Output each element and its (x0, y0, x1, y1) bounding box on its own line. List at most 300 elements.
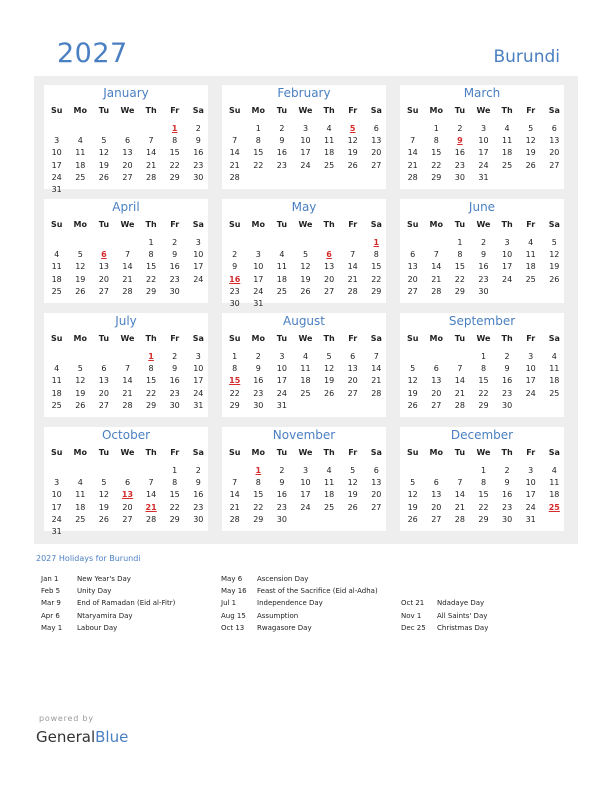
calendar-day: 24 (525, 388, 536, 398)
month-7 (222, 313, 386, 417)
calendar-day: 23 (169, 274, 180, 284)
calendar-day: 12 (347, 136, 358, 146)
calendar-day: 21 (454, 388, 465, 398)
month-10 (222, 427, 386, 531)
weekday-header: Sa (548, 220, 560, 229)
calendar-day: 17 (501, 262, 513, 272)
calendar-day: 25 (51, 286, 62, 296)
calendar-day: 13 (122, 148, 133, 158)
calendar-day: 19 (98, 160, 109, 170)
calendar-day: 23 (253, 388, 264, 398)
calendar-day: 19 (347, 490, 358, 500)
weekday-header: Tu (454, 334, 466, 343)
weekday-header: Tu (276, 334, 288, 343)
holiday-date: Feb 5 (41, 587, 61, 596)
holiday-date: Aug 15 (221, 611, 246, 620)
calendar-day: 26 (347, 502, 358, 512)
calendar-day: 2 (195, 124, 201, 133)
calendar-day: 28 (145, 514, 157, 524)
brand-blue: Blue (95, 728, 129, 746)
calendar-day: 3 (255, 250, 261, 260)
calendar-day: 24 (501, 274, 513, 284)
calendar-day: 11 (276, 262, 287, 272)
calendar-day: 10 (51, 148, 62, 158)
weekday-header: We (298, 448, 313, 457)
calendar-day: 4 (551, 466, 557, 475)
calendar-day: 2 (232, 250, 238, 260)
weekday-header: Su (406, 106, 419, 115)
calendar-day: 31 (51, 185, 62, 194)
calendar-day: 30 (229, 299, 240, 308)
weekday-header: Tu (98, 448, 110, 457)
weekday-header: Tu (276, 448, 288, 457)
weekday-header: Mo (251, 106, 266, 115)
weekday-header: Th (501, 448, 513, 457)
calendar-day: 29 (145, 400, 157, 410)
calendar-day: 7 (373, 352, 379, 361)
calendar-day: 8 (457, 250, 463, 260)
calendar-day: 7 (350, 250, 356, 260)
calendar-day: 9 (195, 136, 201, 146)
calendar-day: 21 (229, 502, 240, 512)
weekday-header: Tu (454, 106, 466, 115)
calendar-day: 14 (122, 262, 133, 272)
calendar-day: 21 (122, 274, 133, 284)
calendar-day: 7 (457, 364, 463, 374)
holiday-name: Ndadaye Day (437, 599, 485, 608)
calendar-day: 8 (480, 478, 487, 488)
month-name: July (115, 314, 137, 328)
calendar-day: 17 (300, 148, 311, 158)
weekday-header: Su (406, 220, 419, 229)
calendar-day: 24 (193, 274, 204, 284)
calendar-day: 18 (549, 376, 560, 386)
calendar-day: 7 (148, 478, 154, 488)
calendar-day: 18 (300, 376, 311, 386)
holiday-day: 21 (145, 502, 157, 512)
holiday-day: 1 (255, 466, 262, 475)
calendar-day: 30 (169, 286, 180, 296)
weekday-header: Su (228, 448, 241, 457)
calendar-day: 8 (232, 364, 238, 374)
weekday-header: Su (228, 220, 241, 229)
weekday-header: Th (501, 106, 513, 115)
weekday-header: Mo (429, 334, 444, 343)
calendar-day: 23 (229, 286, 240, 296)
calendar-day: 9 (172, 364, 178, 374)
calendar-day: 26 (407, 514, 418, 524)
calendar-day: 2 (172, 352, 178, 361)
holiday-day: 6 (326, 250, 332, 260)
calendar-day: 14 (371, 364, 382, 374)
calendar-day: 29 (145, 286, 157, 296)
weekday-header: Mo (429, 106, 444, 115)
calendar-day: 12 (407, 376, 418, 386)
country-title: Burundi (493, 47, 560, 67)
weekday-header: Th (145, 106, 157, 115)
calendar-day: 14 (454, 376, 465, 386)
weekday-header: We (120, 106, 135, 115)
calendar-day: 15 (145, 262, 157, 272)
calendar-day: 7 (124, 364, 131, 374)
calendar-day: 4 (326, 466, 332, 475)
weekday-header: We (120, 334, 135, 343)
calendar-day: 12 (75, 376, 86, 386)
weekday-header: Mo (73, 334, 88, 343)
holiday-name: End of Ramadan (Eid al-Fitr) (77, 599, 176, 608)
calendar-day: 12 (75, 262, 86, 272)
calendar-day: 29 (169, 514, 180, 524)
calendar-day: 11 (51, 262, 62, 272)
calendar-day: 11 (501, 136, 513, 146)
calendar-day: 18 (549, 490, 560, 500)
calendar-day: 3 (302, 466, 309, 475)
brand-logo[interactable] (36, 728, 128, 746)
holiday-date: Dec 25 (401, 623, 426, 632)
calendar-day: 7 (148, 136, 154, 146)
powered-by-text: powered by (39, 714, 94, 723)
weekday-header: Su (228, 106, 241, 115)
calendar-day: 16 (193, 490, 204, 500)
calendar-day: 26 (347, 160, 358, 170)
calendar-day: 20 (549, 148, 560, 158)
calendar-day: 9 (480, 250, 487, 260)
calendar-day: 25 (75, 514, 86, 524)
calendar-day: 24 (525, 502, 536, 512)
calendar-day: 10 (501, 250, 513, 260)
calendar-day: 20 (347, 376, 358, 386)
calendar-day: 11 (51, 376, 62, 386)
calendar-day: 23 (478, 274, 489, 284)
calendar-day: 20 (98, 274, 109, 284)
calendar-day: 5 (77, 364, 83, 374)
calendar-day: 21 (407, 160, 418, 170)
calendar-day: 6 (101, 364, 107, 374)
month-9 (44, 427, 208, 536)
holiday-day: 25 (548, 502, 560, 512)
calendar-day: 1 (433, 124, 439, 133)
weekday-header: Th (323, 448, 335, 457)
holiday-name: All Saints' Day (437, 611, 488, 620)
calendar-day: 27 (347, 388, 358, 398)
calendar-day: 11 (75, 490, 86, 500)
holiday-day: 5 (349, 124, 356, 133)
calendar-day: 3 (54, 478, 60, 488)
calendar-day: 2 (457, 124, 463, 133)
weekday-header: Tu (454, 448, 466, 457)
calendar-day: 1 (480, 352, 487, 361)
calendar-day: 27 (549, 160, 560, 170)
weekday-header: Mo (429, 220, 444, 229)
month-name: August (283, 314, 325, 328)
weekday-header: Mo (73, 220, 88, 229)
calendar-day: 25 (323, 502, 335, 512)
weekday-header: Su (50, 106, 63, 115)
weekday-header: Th (323, 220, 335, 229)
calendar-day: 20 (122, 160, 133, 170)
holiday-date: Jan 1 (41, 575, 59, 583)
calendar-day: 18 (323, 490, 335, 500)
calendar-day: 27 (323, 286, 335, 296)
calendar-day: 28 (145, 172, 157, 182)
weekday-header: We (476, 448, 491, 457)
calendar-day: 16 (276, 148, 287, 158)
calendar-day: 17 (276, 376, 287, 386)
calendar-day: 31 (193, 400, 204, 410)
calendar-day: 3 (195, 352, 201, 361)
weekday-header: Sa (548, 448, 560, 457)
calendar-day: 1 (232, 352, 238, 361)
month-name: November (272, 428, 336, 442)
calendar-day: 9 (504, 364, 510, 374)
weekday-header: Mo (251, 334, 266, 343)
calendar-day: 15 (169, 148, 180, 158)
weekday-header: Su (406, 448, 419, 457)
calendar-day: 25 (323, 160, 335, 170)
calendar-day: 23 (501, 388, 513, 398)
calendar-day: 17 (51, 160, 62, 170)
weekday-header: Th (145, 448, 157, 457)
calendar-day: 12 (347, 478, 358, 488)
calendar-day: 12 (98, 148, 109, 158)
calendar-day: 7 (124, 250, 131, 260)
calendar-day: 7 (232, 478, 238, 488)
calendar-day: 24 (300, 160, 311, 170)
calendar-day: 5 (528, 124, 534, 133)
calendar-day: 24 (51, 514, 62, 524)
calendar-day: 9 (504, 478, 510, 488)
calendar-day: 21 (371, 376, 382, 386)
calendar-day: 16 (454, 148, 465, 158)
calendar-day: 22 (478, 502, 489, 512)
holidays-title: 2027 Holidays for Burundi (36, 554, 141, 563)
holiday-name: Rwagasore Day (257, 623, 312, 632)
calendar-day: 27 (122, 514, 133, 524)
weekday-header: Sa (370, 220, 382, 229)
calendar-day: 18 (51, 388, 62, 398)
holiday-day: 9 (457, 136, 463, 146)
month-name: December (450, 428, 514, 442)
calendar-day: 31 (276, 400, 287, 410)
calendar-day: 25 (549, 388, 560, 398)
calendar-day: 16 (193, 148, 204, 158)
weekday-header: Fr (526, 448, 536, 457)
calendar-day: 2 (255, 352, 261, 361)
month-4 (222, 199, 386, 308)
calendar-day: 26 (407, 400, 418, 410)
weekday-header: We (298, 220, 313, 229)
calendar-day: 6 (373, 124, 379, 133)
calendar-day: 17 (300, 490, 311, 500)
calendar-day: 18 (75, 160, 86, 170)
holiday-day: 6 (101, 250, 107, 260)
calendar-day: 13 (323, 262, 335, 272)
calendar-day: 4 (528, 238, 534, 247)
calendar-day: 15 (478, 490, 489, 500)
calendar-day: 30 (276, 514, 287, 524)
calendar-day: 5 (77, 250, 83, 260)
holiday-day: 13 (121, 490, 134, 500)
calendar-grid (34, 76, 578, 544)
calendar-day: 13 (371, 478, 382, 488)
month-name: January (103, 86, 149, 100)
calendar-day: 23 (193, 160, 204, 170)
calendar-day: 22 (145, 388, 157, 398)
calendar-day: 31 (51, 527, 62, 536)
calendar-day: 28 (122, 286, 133, 296)
calendar-day: 22 (229, 388, 240, 398)
month-0 (44, 85, 208, 194)
calendar-day: 16 (169, 376, 180, 386)
month-11 (400, 427, 564, 531)
holiday-date: Mar 9 (41, 599, 61, 608)
calendar-day: 11 (549, 364, 560, 374)
calendar-day: 6 (410, 250, 416, 260)
calendar-day: 7 (433, 250, 439, 260)
calendar-day: 31 (525, 514, 536, 524)
calendar-day: 19 (549, 262, 560, 272)
calendar-day: 4 (54, 364, 60, 374)
calendar-day: 22 (169, 160, 180, 170)
calendar-day: 12 (407, 490, 418, 500)
calendar-day: 17 (525, 490, 536, 500)
calendar-day: 4 (77, 478, 83, 488)
calendar-day: 16 (169, 262, 180, 272)
calendar-day: 22 (253, 160, 264, 170)
calendar-day: 23 (276, 502, 287, 512)
calendar-day: 14 (347, 262, 358, 272)
calendar-day: 16 (276, 490, 287, 500)
calendar-day: 8 (480, 364, 487, 374)
calendar-day: 14 (145, 148, 157, 158)
calendar-day: 2 (480, 238, 487, 247)
weekday-header: We (120, 220, 135, 229)
calendar-day: 20 (431, 388, 442, 398)
month-name: March (463, 86, 501, 100)
calendar-day: 6 (433, 478, 439, 488)
month-3 (44, 199, 208, 303)
calendar-day: 26 (98, 514, 109, 524)
calendar-day: 5 (326, 352, 332, 361)
year-title: 2027 (57, 38, 128, 69)
calendar-day: 25 (75, 172, 86, 182)
calendar-day: 6 (124, 136, 131, 146)
calendar-day: 31 (253, 299, 264, 308)
calendar-day: 30 (501, 400, 513, 410)
calendar-day: 10 (193, 250, 204, 260)
calendar-day: 5 (101, 136, 107, 146)
calendar-day: 18 (525, 262, 536, 272)
month-8 (400, 313, 564, 417)
calendar-day: 23 (169, 388, 180, 398)
calendar-day: 29 (478, 514, 489, 524)
calendar-day: 23 (501, 502, 513, 512)
calendar-day: 30 (454, 172, 465, 182)
weekday-header: Sa (548, 106, 560, 115)
calendar-day: 27 (431, 400, 442, 410)
calendar-day: 30 (253, 400, 264, 410)
month-5 (400, 199, 564, 303)
calendar-day: 27 (122, 172, 133, 182)
calendar-day: 21 (145, 160, 157, 170)
weekday-header: Su (228, 334, 241, 343)
calendar-day: 15 (169, 490, 180, 500)
calendar-day: 20 (323, 274, 335, 284)
calendar-day: 4 (302, 352, 309, 361)
weekday-header: Mo (251, 448, 266, 457)
weekday-header: We (476, 106, 491, 115)
calendar-day: 1 (255, 124, 261, 133)
calendar-day: 11 (75, 148, 86, 158)
calendar-day: 16 (253, 376, 264, 386)
calendar-day: 9 (172, 250, 178, 260)
calendar-day: 13 (98, 262, 109, 272)
holiday-date: May 6 (221, 575, 243, 583)
calendar-day: 5 (302, 250, 309, 260)
calendar-day: 21 (454, 502, 465, 512)
holiday-day: 1 (373, 238, 380, 247)
holiday-day: 1 (171, 124, 178, 133)
weekday-header: We (298, 334, 313, 343)
holiday-date: May 16 (221, 587, 247, 596)
calendar-day: 13 (431, 490, 442, 500)
weekday-header: Sa (370, 334, 382, 343)
calendar-day: 3 (504, 238, 510, 247)
weekday-header: Tu (98, 220, 110, 229)
calendar-day: 22 (145, 274, 157, 284)
calendar-day: 24 (193, 388, 204, 398)
calendar-day: 26 (75, 400, 86, 410)
calendar-day: 10 (525, 478, 536, 488)
calendar-day: 1 (172, 466, 178, 475)
calendar-day: 16 (501, 376, 513, 386)
holiday-date: May 1 (41, 623, 63, 632)
weekday-header: Tu (98, 334, 110, 343)
calendar-day: 5 (410, 478, 416, 488)
calendar-day: 10 (300, 478, 311, 488)
weekday-header: Fr (170, 448, 180, 457)
calendar-day: 22 (454, 274, 465, 284)
calendar-day: 17 (525, 376, 536, 386)
calendar-day: 5 (101, 478, 107, 488)
calendar-day: 11 (300, 364, 311, 374)
month-6 (44, 313, 208, 417)
calendar-day: 14 (229, 148, 240, 158)
holiday-name: Ascension Day (257, 575, 309, 583)
calendar-day: 5 (551, 238, 557, 247)
calendar-day: 9 (279, 136, 285, 146)
calendar-day: 17 (193, 262, 204, 272)
calendar-day: 25 (501, 160, 513, 170)
weekday-header: Sa (548, 334, 560, 343)
weekday-header: We (298, 106, 313, 115)
calendar-day: 20 (98, 388, 109, 398)
calendar-day: 7 (232, 136, 238, 146)
calendar-day: 4 (54, 250, 60, 260)
calendar-day: 15 (145, 376, 157, 386)
calendar-day: 11 (549, 478, 560, 488)
calendar-day: 23 (193, 502, 204, 512)
calendar-day: 19 (98, 502, 109, 512)
calendar-day: 16 (478, 262, 489, 272)
weekday-header: Mo (73, 106, 88, 115)
calendar-day: 10 (300, 136, 311, 146)
calendar-day: 22 (169, 502, 180, 512)
calendar-day: 8 (172, 478, 178, 488)
calendar-day: 20 (431, 502, 442, 512)
calendar-day: 14 (122, 376, 133, 386)
calendar-day: 27 (98, 400, 109, 410)
